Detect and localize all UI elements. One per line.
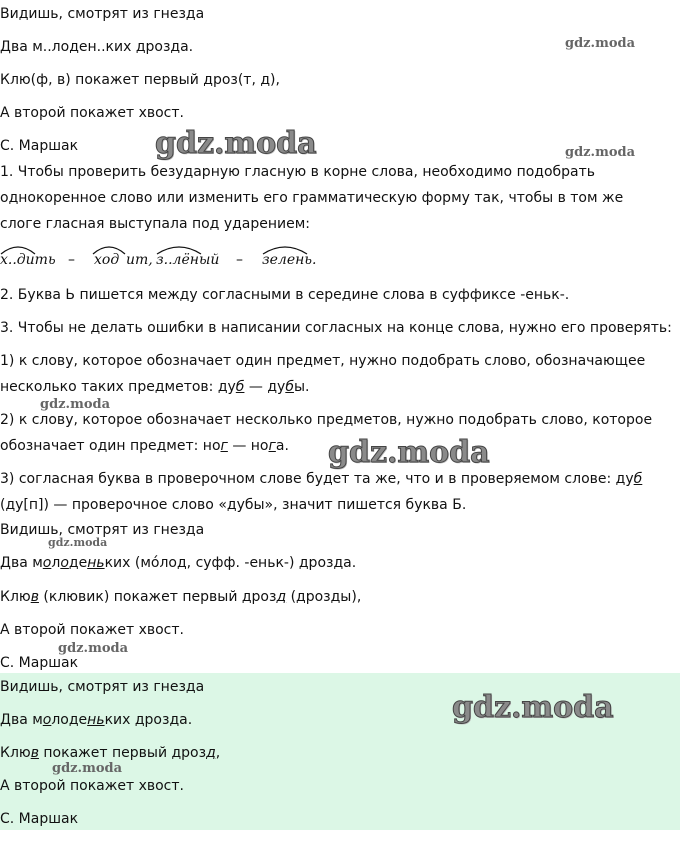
example-word-4: зелень <box>262 252 312 268</box>
answer3-3-line-1: 3) согласная буква в проверочном слове будет та же, что и в проверяемом слове: дуб <box>0 471 643 487</box>
watermark-logo: gdz.moda <box>58 641 129 656</box>
answer3-3-line-2: (ду[п]) — проверочное слово «дубы», значит пишется буква Б. <box>0 497 467 513</box>
answer1-line-2: однокоренное слово или изменить его грамматическую форму так, чтобы в том же <box>0 190 624 206</box>
watermark-logo: gdz.moda <box>155 126 317 161</box>
poem1-line-2: Два м..лоден..ких дрозда. <box>0 39 194 55</box>
answer3-1-line-1: 1) к слову, которое обозначает один предмет, нужно подобрать слово, обозначающее <box>0 353 646 369</box>
example-word-2-suffix: ит, <box>126 252 153 268</box>
watermark-logo: gdz.moda <box>565 145 636 160</box>
answer2: 2. Буква Ь пишется между согласными в середине слова в суффиксе -еньк-. <box>0 287 570 303</box>
poem2-line-2: Два молоденьких (мóлод, суфф. -еньк-) дрозда. <box>0 555 357 571</box>
poem3-line-2: Два молоденьких дрозда. <box>0 712 193 728</box>
poem1-author: С. Маршак <box>0 138 79 154</box>
watermark-logo: gdz.moda <box>565 36 636 51</box>
example-words <box>0 243 340 273</box>
answer3-2-line-1: 2) к слову, которое обозначает несколько предметов, нужно подобрать слово, которое <box>0 412 653 428</box>
example-word-2: ход <box>94 252 120 268</box>
poem3-line-1: Видишь, смотрят из гнезда <box>0 679 205 695</box>
watermark-logo: gdz.moda <box>48 536 108 549</box>
example-word-3: з..лёный <box>156 252 220 268</box>
answer1-line-3: слоге гласная выступала под ударением: <box>0 216 311 232</box>
example-dash-1: – <box>68 252 75 268</box>
poem2-line-3: Клюв (клювик) покажет первый дрозд (дрозды), <box>0 589 362 605</box>
poem3-author: С. Маршак <box>0 811 79 827</box>
watermark-logo: gdz.moda <box>328 435 490 470</box>
poem3-line-4: А второй покажет хвост. <box>0 778 184 794</box>
poem1-line-4: А второй покажет хвост. <box>0 105 184 121</box>
poem2-author: С. Маршак <box>0 655 79 671</box>
answer1-line-1: 1. Чтобы проверить безударную гласную в корне слова, необходимо подобрать <box>0 164 596 180</box>
watermark-logo: gdz.moda <box>52 761 123 776</box>
example-word-4-end: . <box>312 252 317 268</box>
poem2-line-1: Видишь, смотрят из гнезда <box>0 522 205 538</box>
poem1-line-3: Клю(ф, в) покажет первый дроз(т, д), <box>0 72 280 88</box>
example-dash-2: – <box>236 252 243 268</box>
answer3-intro: 3. Чтобы не делать ошибки в написании согласных на конце слова, нужно его проверять: <box>0 320 672 336</box>
answer3-2-line-2: обозначает один предмет: ног — нога. <box>0 438 289 454</box>
watermark-logo: gdz.moda <box>452 690 614 725</box>
poem3-line-3: Клюв покажет первый дрозд, <box>0 745 221 761</box>
example-word-1: х..дить <box>0 252 56 268</box>
watermark-logo: gdz.moda <box>40 397 111 412</box>
poem2-line-4: А второй покажет хвост. <box>0 622 184 638</box>
poem1-line-1: Видишь, смотрят из гнезда <box>0 6 205 22</box>
answer3-1-line-2: несколько таких предметов: дуб — дубы. <box>0 379 310 395</box>
